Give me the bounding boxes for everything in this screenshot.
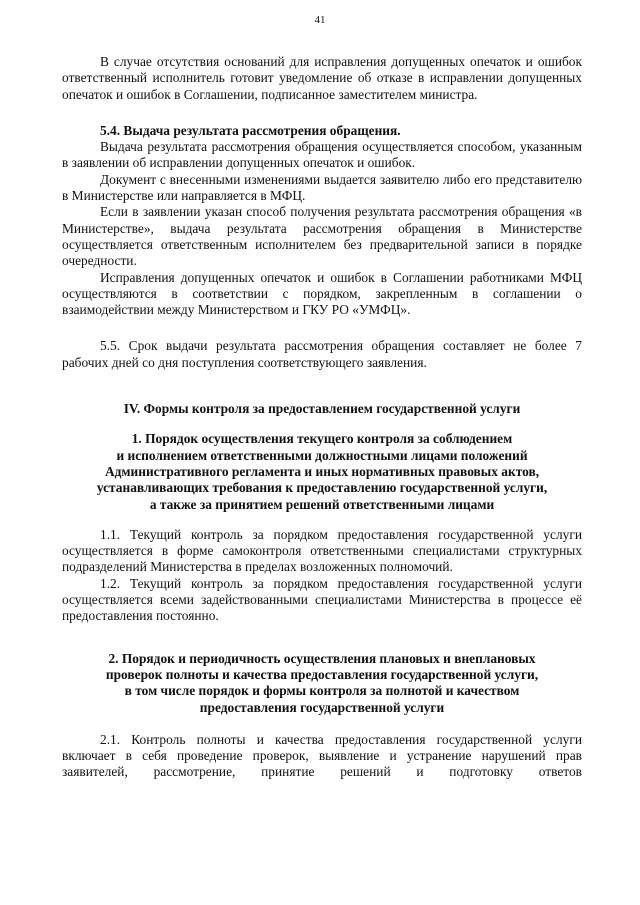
paragraph-2-1: 2.1. Контроль полноты и качества предоставления государственной услуги включает в себя проведение проверок, выявление и устранение нарушений прав заявителей, рассмотрение, принятие решений и подготовку ответов	[62, 731, 582, 780]
paragraph-1-1: 1.1. Текущий контроль за порядком предоставления государственной услуги осуществляется в форме самоконтроля ответственными специалистами структурных подразделений Министерства в пределах возложенных полномочий.	[62, 526, 582, 575]
paragraph-mfc-corrections: Исправления допущенных опечаток и ошибок в Соглашении работниками МФЦ осуществляются в соответствии с порядком, закрепленным в соглашении о взаимодействии между Министерством и ГКУ РО «УМФЦ».	[62, 269, 582, 318]
subsection-heading-2-line: в том числе порядок и формы контроля за полнотой и качеством	[124, 683, 520, 699]
subsection-heading-2-line: 2. Порядок и периодичность осуществления плановых и внеплановых	[108, 650, 536, 666]
chapter-heading-iv: IV. Формы контроля за предоставлением государственной услуги	[123, 401, 521, 417]
subsection-heading-2	[62, 651, 582, 716]
paragraph-issue-document: Документ с внесенными изменениями выдается заявителю либо его представителю в Министерстве или направляется в МФЦ.	[62, 171, 582, 204]
subsection-heading-1-line: устанавливающих требования к предоставлению государственной услуги,	[96, 480, 548, 496]
section-heading-5-4: 5.4. Выдача результата рассмотрения обращения.	[100, 122, 401, 138]
subsection-heading-1-line: Административного регламента и иных нормативных правовых актов,	[104, 463, 540, 479]
page-number: 41	[314, 14, 326, 26]
subsection-heading-1-line: 1. Порядок осуществления текущего контроля за соблюдением	[131, 431, 513, 447]
paragraph-issue-in-ministry: Если в заявлении указан способ получения результата рассмотрения обращения «в Министерстве», выдача результата рассмотрения обращения в Министерстве осуществляется ответственным исполнителем без предварительной записи в порядке очередности.	[62, 204, 582, 269]
paragraph-refusal-notice: В случае отсутствия оснований для исправления допущенных опечаток и ошибок ответственный исполнитель готовит уведомление об отказе в исправлении допущенных опечаток и ошибок в Соглашении, подписанное заместителем министра.	[62, 54, 582, 102]
subsection-heading-1-line: а также за принятием решений ответственными лицами	[149, 496, 495, 512]
paragraph-issue-deadline: 5.5. Срок выдачи результата рассмотрения обращения составляет не более 7 рабочих дней со дня поступления соответствующего заявления.	[62, 338, 582, 370]
subsection-heading-2-line: проверок полноты и качества предоставления государственной услуги,	[105, 666, 539, 682]
subsection-heading-1	[62, 431, 582, 512]
subsection-heading-1-line: и исполнением ответственными должностными лицами положений	[116, 447, 528, 463]
paragraph-1-2: 1.2. Текущий контроль за порядком предоставления государственной услуги осуществляется всеми задействованными специалистами Министерства в процессе её предоставления постоянно.	[62, 575, 582, 624]
subsection-heading-2-line: предоставления государственной услуги	[199, 699, 445, 715]
page-body	[62, 54, 582, 781]
paragraph-issue-method: Выдача результата рассмотрения обращения осуществляется способом, указанным в заявлении об исправлении допущенных опечаток и ошибок.	[62, 139, 582, 171]
